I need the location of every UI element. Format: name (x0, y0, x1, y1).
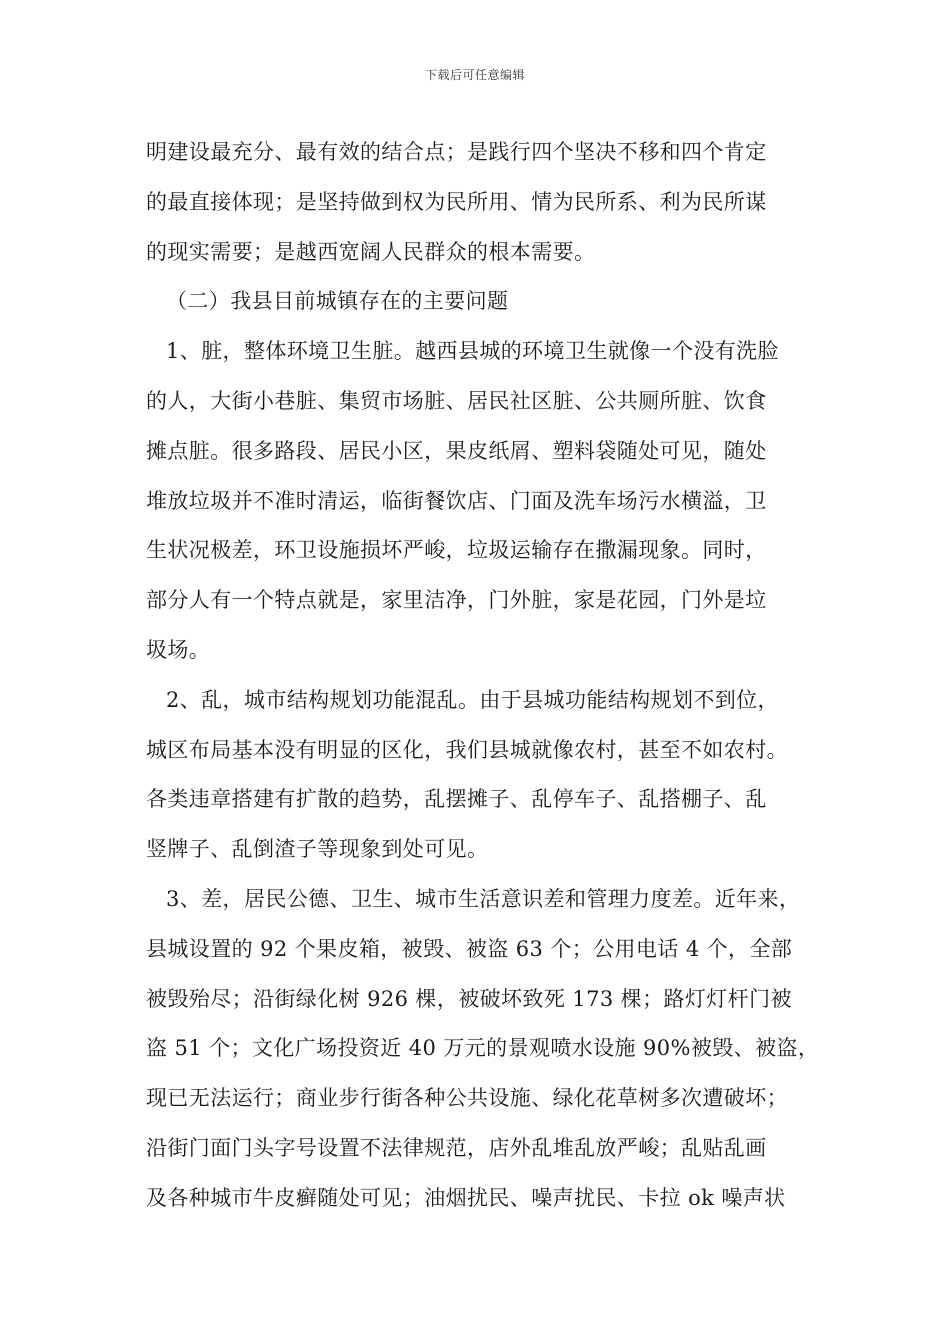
page-header: 下载后可任意编辑 (424, 68, 525, 82)
text-line: （二）我县目前城镇存在的主要问题 (166, 289, 509, 314)
text-line: 摊点脏。很多路段、居民小区，果皮纸屑、塑料袋随处可见，随处 (146, 438, 767, 463)
text-line: 盗 51 个；文化广场投资近 40 万元的景观喷水设施 90%被毁、被盗， (146, 1036, 820, 1061)
text-line: 县城设置的 92 个果皮箱，被毁、被盗 63 个；公用电话 4 个，全部 (146, 936, 793, 961)
text-line: 被毁殆尽；沿街绿化树 926 棵，被破坏致死 173 棵；路灯灯杆门被 (146, 986, 792, 1011)
text-line: 沿街门面门头字号设置不法律规范，店外乱堆乱放严峻；乱贴乱画 (146, 1135, 767, 1160)
text-line: 1、脏，整体环境卫生脏。越西县城的环境卫生就像一个没有洗脸 (166, 339, 779, 364)
text-line: 及各种城市牛皮癣随处可见；油烟扰民、噪声扰民、卡拉 ok 噪声状 (146, 1185, 786, 1210)
text-line: 明建设最充分、最有效的结合点；是践行四个坚决不移和四个肯定 (146, 140, 767, 164)
text-line: 圾场。 (146, 637, 211, 662)
text-line: 的人，大街小巷脏、集贸市场脏、居民社区脏、公共厕所脏、饮食 (146, 388, 767, 413)
text-line: 部分人有一个特点就是，家里洁净，门外脏，家是花园，门外是垃 (146, 588, 767, 613)
text-line: 现已无法运行；商业步行街各种公共设施、绿化花草树多次遭破坏； (146, 1086, 788, 1111)
text-line: 城区布局基本没有明显的区化，我们县城就像农村，甚至不如农村。 (146, 737, 788, 762)
text-line: 的现实需要；是越西宽阔人民群众的根本需要。 (146, 239, 596, 264)
text-line: 3、差，居民公德、卫生、城市生活意识差和管理力度差。近年来， (166, 886, 801, 911)
text-line: 生状况极差，环卫设施损坏严峻，垃圾运输存在撒漏现象。同时， (146, 538, 767, 563)
text-line: 各类违章搭建有扩散的趋势，乱摆摊子、乱停车子、乱搭棚子、乱 (146, 787, 767, 812)
text-line: 堆放垃圾并不准时清运，临街餐饮店、门面及洗车场污水横溢，卫 (146, 488, 767, 513)
text-line: 的最直接体现；是坚持做到权为民所用、情为民所系、利为民所谋 (146, 189, 767, 214)
text-line: 竖牌子、乱倒渣子等现象到处可见。 (146, 837, 489, 862)
text-line: 2、乱，城市结构规划功能混乱。由于县城功能结构规划不到位， (166, 687, 779, 712)
document-body (146, 128, 826, 1224)
